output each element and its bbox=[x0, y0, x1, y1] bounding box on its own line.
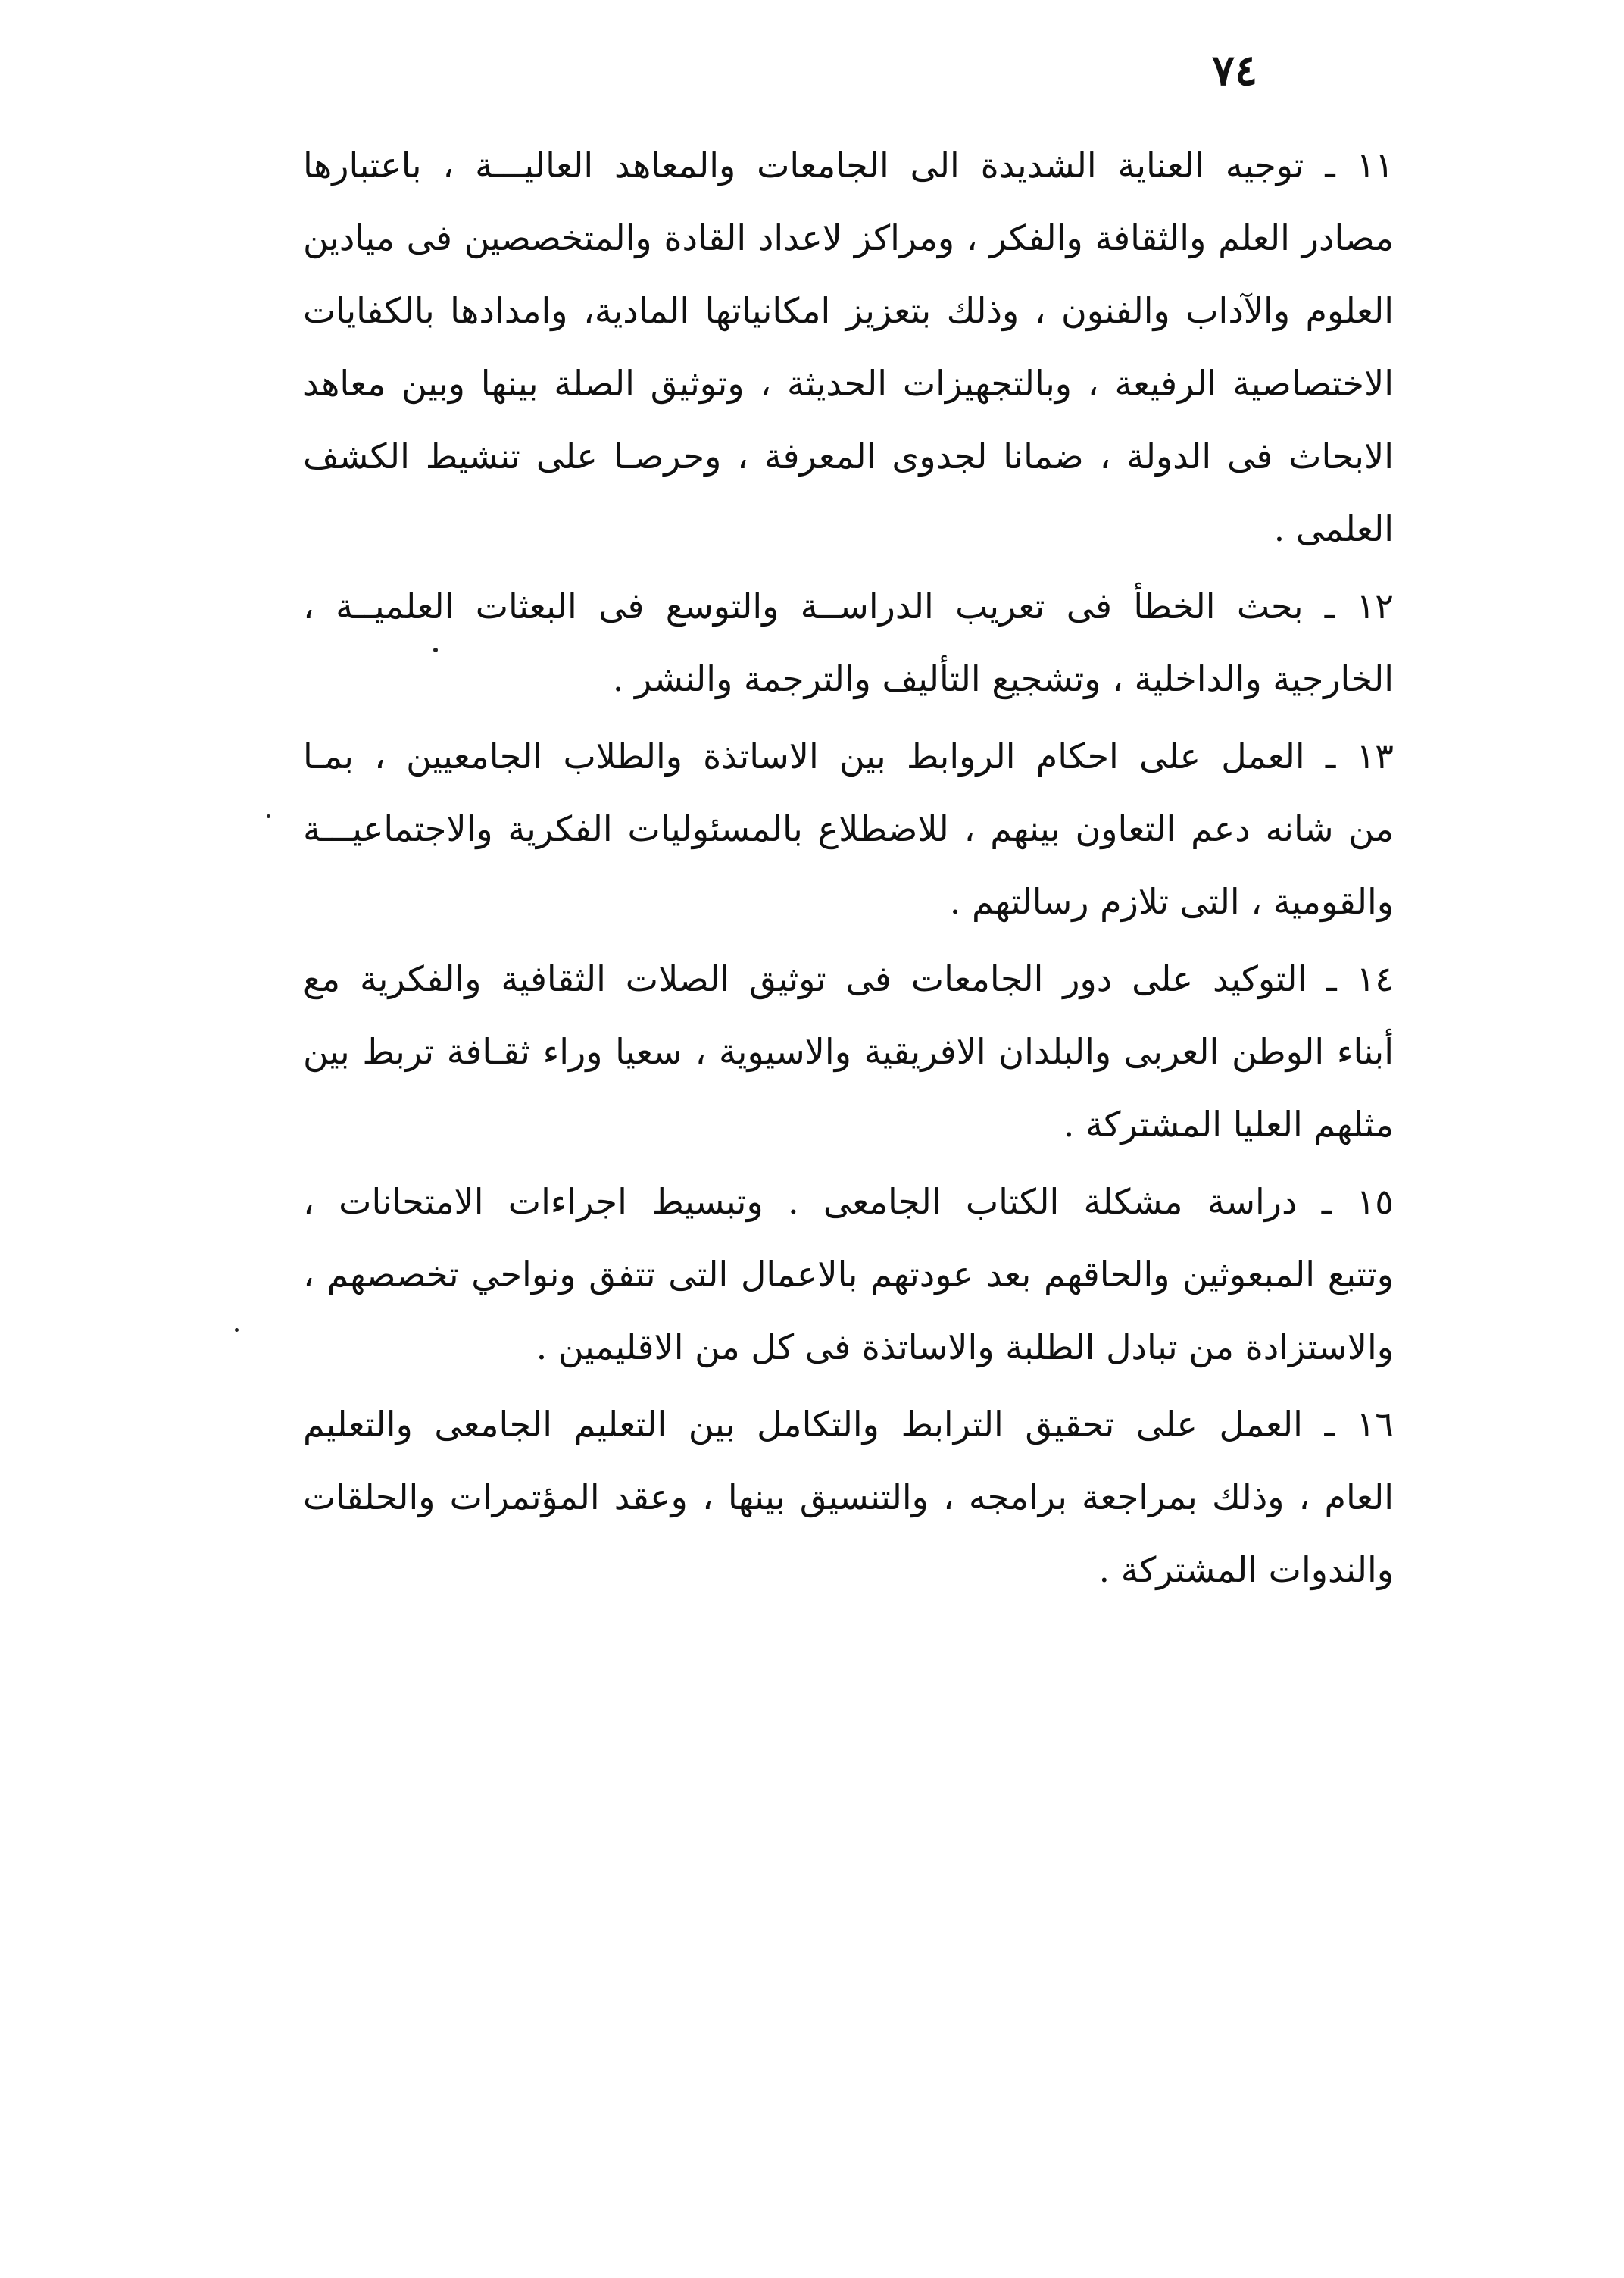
text-line: مصادر العلم والثقافة والفكر ، ومراكز لاعداد القادة والمتخصصين فى ميادين bbox=[303, 217, 1394, 258]
text-line: الابحاث فى الدولة ، ضمانا لجدوى المعرفة ، وحرصـا على تنشيط الكشف bbox=[303, 436, 1394, 477]
text-line: ١٢ ـ بحث الخطأ فى تعريب الدراســة والتوسع فى البعثات العلميــة ، bbox=[303, 586, 1394, 627]
list-item-12 bbox=[303, 570, 1394, 715]
text-line: ١١ ـ توجيه العناية الشديدة الى الجامعات والمعاهد العاليـــة ، باعتبارها bbox=[303, 145, 1394, 186]
text-line: ١٤ ـ التوكيد على دور الجامعات فى توثيق الصلات الثقافية والفكرية مع bbox=[303, 958, 1394, 999]
scan-speck bbox=[267, 814, 270, 818]
text-line: الاختصاصية الرفيعة ، وبالتجهيزات الحديثة ، وتوثيق الصلة بينها وبين معاهد bbox=[303, 363, 1394, 404]
text-line: الخارجية والداخلية ، وتشجيع التأليف والترجمة والنشر . bbox=[612, 658, 1394, 699]
text-line: العلوم والآداب والفنون ، وذلك بتعزيز امكانياتها المادية، وامدادها بالكفايات bbox=[303, 290, 1394, 331]
text-line: والقومية ، التى تلازم رسالتهم . bbox=[949, 881, 1394, 922]
text-line: والندوات المشتركة . bbox=[1098, 1549, 1394, 1590]
list-item-13 bbox=[303, 720, 1394, 938]
text-line: العام ، وذلك بمراجعة برامجه ، والتنسيق بينها ، وعقد المؤتمرات والحلقات bbox=[303, 1476, 1394, 1517]
list-item-16 bbox=[303, 1388, 1394, 1606]
list-item-11 bbox=[303, 129, 1394, 565]
text-line: مثلهم العليا المشتركة . bbox=[1063, 1104, 1394, 1145]
scan-speck bbox=[235, 1328, 239, 1332]
list-item-14 bbox=[303, 942, 1394, 1161]
text-line: ١٦ ـ العمل على تحقيق الترابط والتكامل بين التعليم الجامعى والتعليم bbox=[303, 1404, 1394, 1445]
list-item-15 bbox=[303, 1165, 1394, 1383]
text-line: أبناء الوطن العربى والبلدان الافريقية والاسيوية ، سعيا وراء ثقـافة تربط بين bbox=[303, 1031, 1394, 1072]
text-line: من شانه دعم التعاون بينهم ، للاضطلاع بالمسئوليات الفكرية والاجتماعيـــة bbox=[303, 808, 1394, 849]
text-line: ١٣ ـ العمل على احكام الروابط بين الاساتذة والطلاب الجامعيين ، بمـا bbox=[303, 736, 1394, 777]
text-line: ١٥ ـ دراسة مشكلة الكتاب الجامعى . وتبسيط اجراءات الامتحانات ، bbox=[303, 1181, 1394, 1222]
scan-speck bbox=[433, 648, 438, 652]
text-line: والاستزادة من تبادل الطلبة والاساتذة فى كل من الاقليمين . bbox=[536, 1326, 1394, 1367]
body-text bbox=[303, 129, 1394, 1611]
text-line: العلمى . bbox=[1273, 508, 1394, 549]
page-number: ٧٤ bbox=[1211, 45, 1258, 95]
text-line: وتتبع المبعوثين والحاقهم بعد عودتهم بالاعمال التى تتفق ونواحي تخصصهم ، bbox=[303, 1254, 1394, 1295]
